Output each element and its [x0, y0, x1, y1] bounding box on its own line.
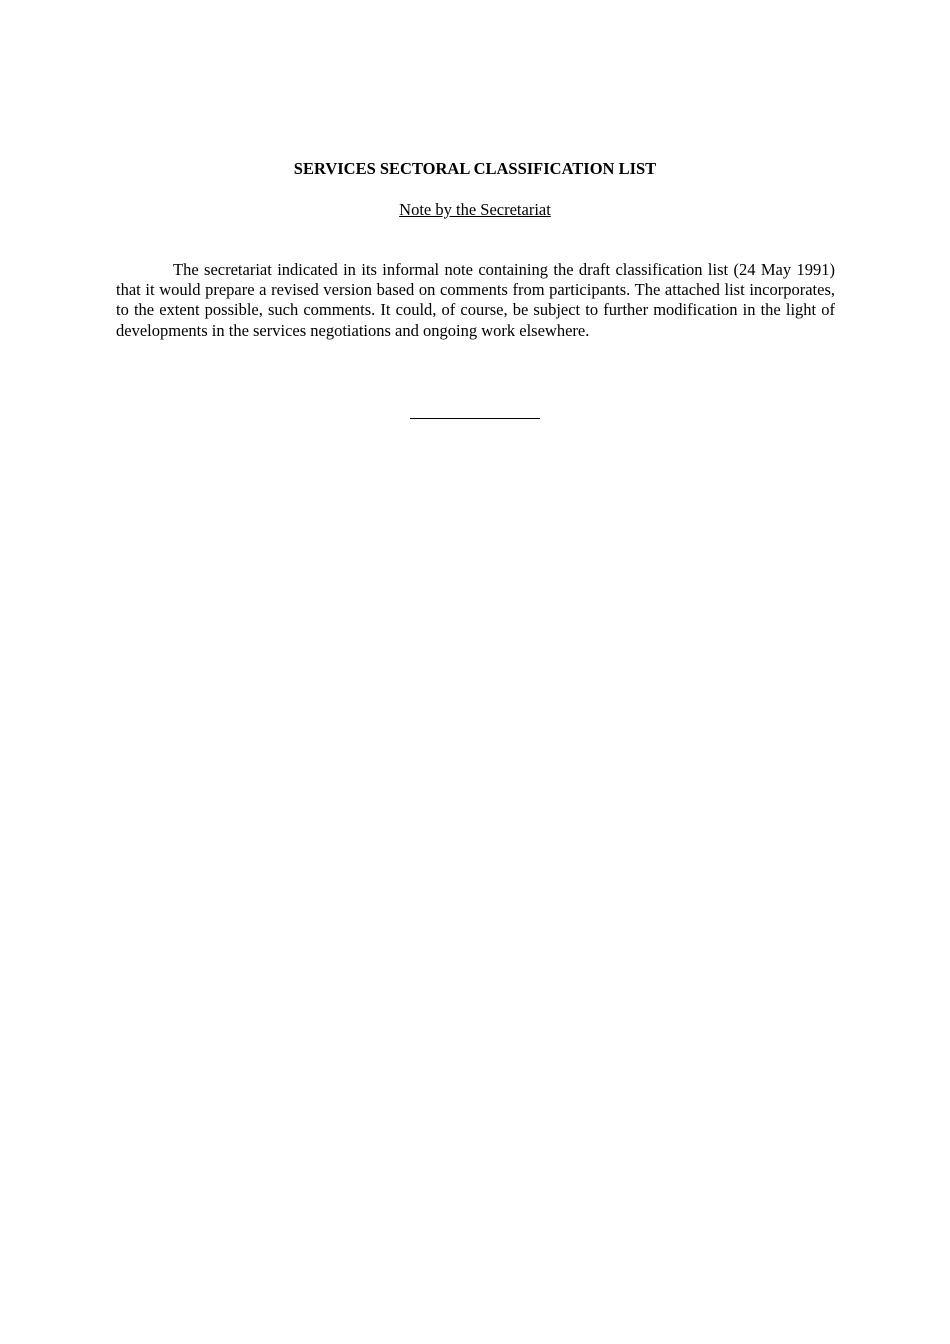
- body-paragraph: The secretariat indicated in its informal note containing the draft classification list (24 May 1991) that it would prepare a revised version based on comments from participants. The attached list incorporates, to the extent possible, such comments. It could, of course, be subject to further modification in the light of developments in the services negotiations and ongoing work elsewhere.: [116, 260, 835, 340]
- document-title: SERVICES SECTORAL CLASSIFICATION LIST: [293, 159, 657, 178]
- document-subtitle: Note by the Secretariat: [399, 200, 551, 219]
- end-rule-divider: [410, 418, 540, 419]
